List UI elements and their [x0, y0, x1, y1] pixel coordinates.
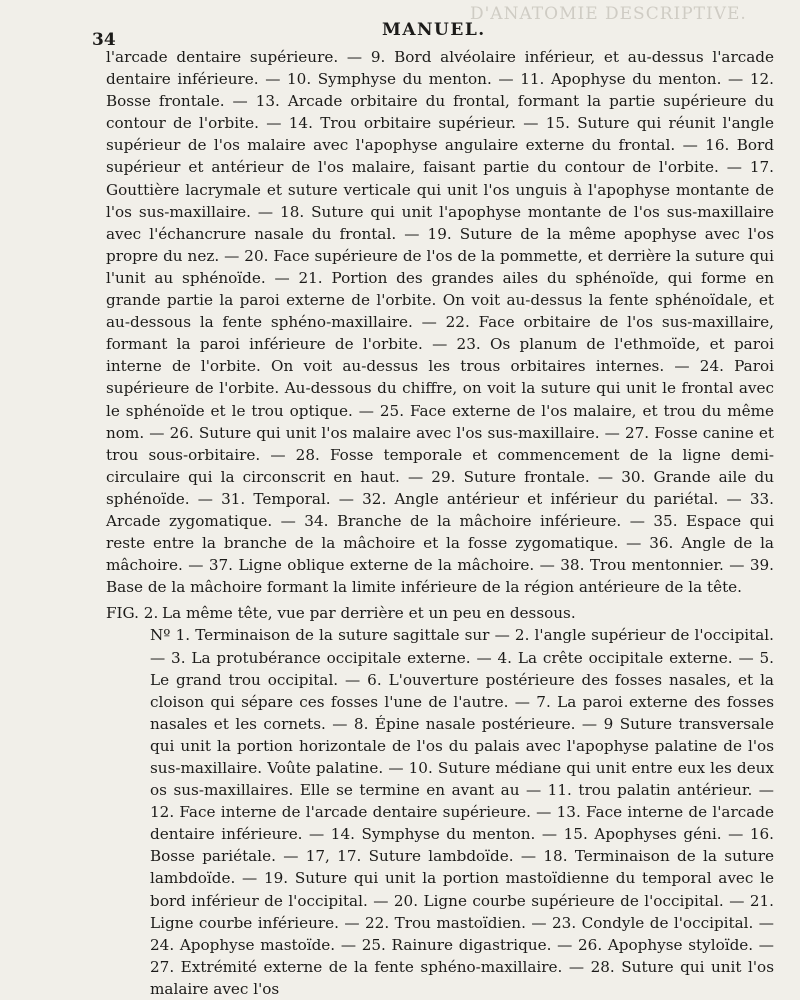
figure2-label: FIG. 2.: [106, 604, 159, 623]
page-body: [106, 46, 774, 1000]
page-number: 34: [92, 30, 116, 50]
figure1-legend-text: l'arcade dentaire supérieure. — 9. Bord alvéolaire inférieur, et au-dessus l'arcade dentaire inférieure. — 10. Symphyse du menton. — 11. Apophyse du menton. — 12. Bosse frontale. — 13. Arcade orbitaire du frontal, formant la partie supérieure du contour de l'orbite. — 14. Trou orbitaire supérieur. — 15. Suture qui réunit l'angle supérieur de l'os malaire avec l'apophyse angulaire externe du frontal. — 16. Bord supérieur et antérieur de l'os malaire, faisant partie du contour de l'orbite. — 17. Gouttière lacrymale et suture verticale qui unit l'os unguis à l'apophyse montante de l'os sus-maxillaire. — 18. Suture qui unit l'apophyse montante de l'os sus-maxillaire avec l'échancrure nasale du frontal. — 19. Suture de la même apophyse avec l'os propre du nez. — 20. Face supérieure de l'os de la pommette, et derrière la suture qui l'unit au sphénoïde. — 21. Portion des grandes ailes du sphénoïde, qui forme en grande partie la paroi externe de l'orbite. On voit au-dessus la fente sphénoïdale, et au-dessous la fente sphéno-maxillaire. — 22. Face orbitaire de l'os sus-maxillaire, formant la paroi inférieure de l'orbite. — 23. Os planum de l'ethmoïde, et paroi interne de l'orbite. On voit au-dessus les trous orbitaires internes. — 24. Paroi supérieure de l'orbite. Au-dessous du chiffre, on voit la suture qui unit le frontal avec le sphénoïde et le trou optique. — 25. Face externe de l'os malaire, et trou du même nom. — 26. Suture qui unit l'os malaire avec l'os sus-maxillaire. — 27. Fosse canine et trou sous-orbitaire. — 28. Fosse temporale et commencement de la ligne demi-circulaire qui la circonscrit en haut. — 29. Suture frontale. — 30. Grande aile du sphénoïde. — 31. Temporal. — 32. Angle antérieur et inférieur du pariétal. — 33. Arcade zygomatique. — 34. Branche de la mâchoire inférieure. — 35. Espace qui reste entre la branche de la mâchoire et la fosse zygomatique. — 36. Angle de la mâchoire. — 37. Ligne oblique externe de la mâchoire. — 38. Trou mentonnier. — 39. Base de la mâchoire formant la limite inférieure de la région antérieure de la tête.: [106, 48, 774, 597]
figure2-title: La même tête, vue par derrière et un peu en dessous.: [162, 604, 576, 623]
figure2-caption: [106, 602, 774, 624]
running-head: MANUEL.: [382, 20, 486, 40]
figure2-legend-text: Nº 1. Terminaison de la suture sagittale sur — 2. l'angle supérieur de l'occipital. — 3. La protubérance occipitale externe. — 4. La crête occipitale externe. — 5. Le grand trou occipital. — 6. L'ouverture postérieure des fosses nasales, et la cloison qui sépare ces fosses l'une de l'autre. — 7. La paroi externe des fosses nasales et les cornets. — 8. Épine nasale postérieure. — 9 Suture transversale qui unit la portion horizontale de l'os du palais avec l'apophyse palatine de l'os sus-maxillaire. Voûte palatine. — 10. Suture médiane qui unit entre eux les deux os sus-maxillaires. Elle se termine en avant au — 11. trou palatin antérieur. — 12. Face interne de l'arcade dentaire supérieure. — 13. Face interne de l'arcade dentaire inférieure. — 14. Symphyse du menton. — 15. Apophyses géni. — 16. Bosse pariétale. — 17, 17. Suture lambdoïde. — 18. Terminaison de la suture lambdoïde. — 19. Suture qui unit la portion mastoïdienne du temporal avec le bord inférieur de l'occipital. — 20. Ligne courbe supérieure de l'occipital. — 21. Ligne courbe inférieure. — 22. Trou mastoïdien. — 23. Condyle de l'occipital. — 24. Apophyse mastoïde. — 25. Rainure digastrique. — 26. Apophyse styloïde. — 27. Extrémité externe de la fente sphéno-maxillaire. — 28. Suture qui unit l'os malaire avec l'os: [150, 626, 774, 998]
figure2-legend: [106, 602, 774, 1000]
bleed-through-heading: D'ANATOMIE DESCRIPTIVE.: [470, 4, 747, 24]
